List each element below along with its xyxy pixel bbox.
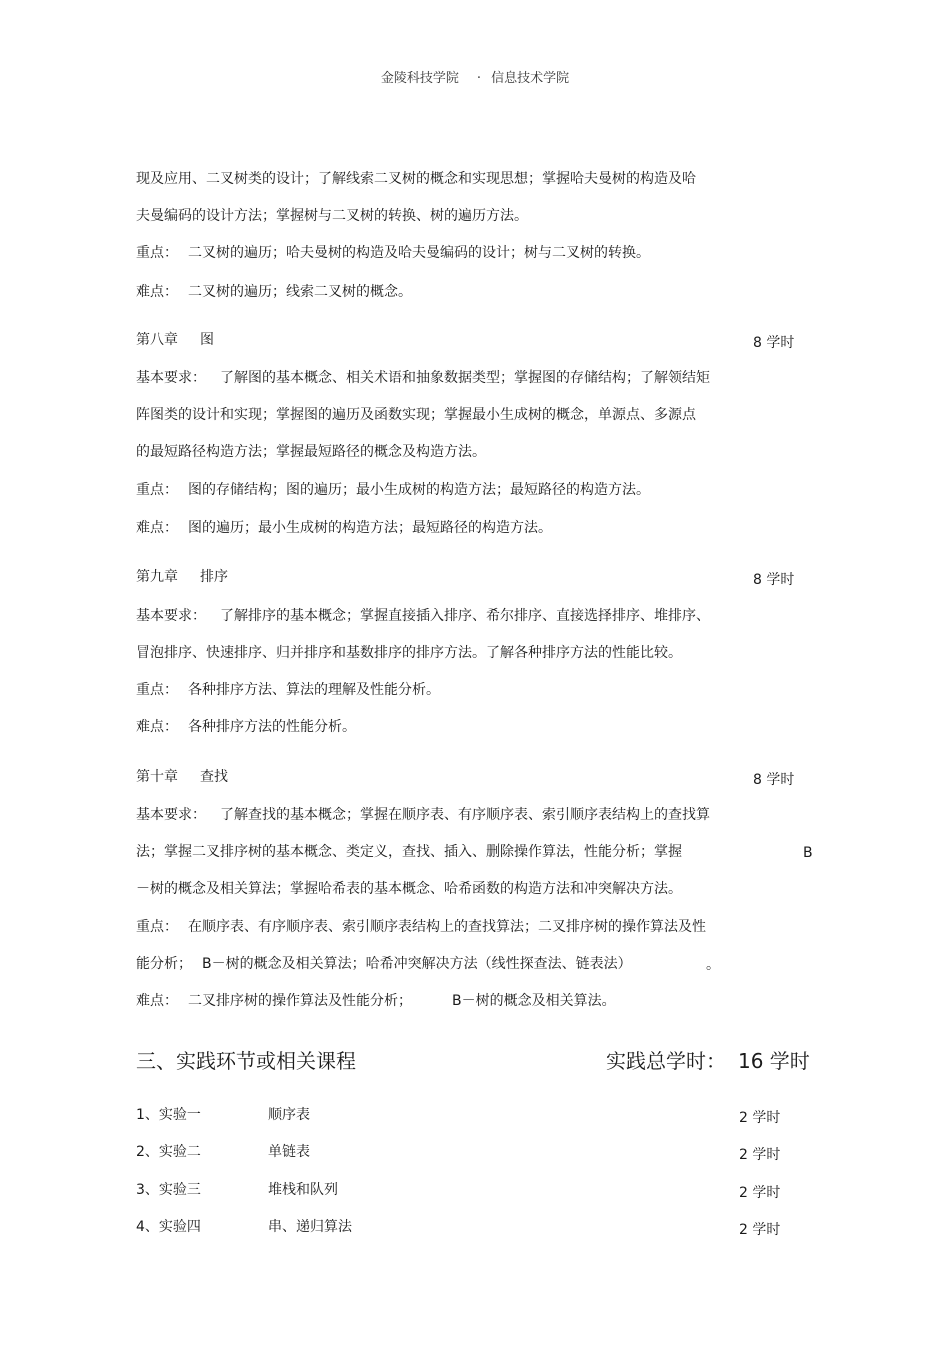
chapter-title: 查找 — [200, 769, 228, 785]
experiment-number: 2、实验二 — [136, 1144, 201, 1160]
ch10-key-points-end: 。 — [706, 957, 720, 973]
ch10-key-points — [136, 918, 706, 936]
ch10-difficulties — [136, 992, 616, 1010]
experiment-number: 3、实验三 — [136, 1182, 201, 1198]
ch9-key-points — [136, 681, 440, 699]
difficulty-text: 各种排序方法的性能分析。 — [188, 719, 356, 735]
difficulty-label: 难点： — [136, 520, 178, 536]
ch10-key-points-line2 — [136, 955, 632, 973]
key-text: 能分析； — [136, 956, 192, 972]
key-label: 重点： — [136, 245, 178, 261]
requirement-text: 了解排序的基本概念；掌握直接插入排序、希尔排序、直接选择排序、堆排序、 — [220, 608, 710, 624]
practice-section-title: 三、实践环节或相关课程 — [136, 1049, 356, 1073]
ch10-heading — [136, 768, 228, 786]
key-label: 重点： — [136, 482, 178, 498]
ch7-requirement-line: 夫曼编码的设计方法；掌握树与二叉树的转换、树的遍历方法。 — [136, 208, 528, 224]
difficulty-label: 难点： — [136, 993, 178, 1009]
chapter-title: 排序 — [200, 569, 228, 585]
experiment-name: 串、递归算法 — [268, 1219, 352, 1235]
experiment-number: 4、实验四 — [136, 1219, 201, 1235]
ch9-requirement-line: 冒泡排序、快速排序、归并排序和基数排序的排序方法。了解各种排序方法的性能比较。 — [136, 645, 682, 661]
header-separator: · — [476, 71, 482, 86]
requirement-text: 了解图的基本概念、相关术语和抽象数据类型；掌握图的存储结构；了解领结矩 — [220, 370, 710, 386]
experiment-hours: 2 学时 — [739, 1110, 781, 1126]
key-text: 二叉树的遍历；哈夫曼树的构造及哈夫曼编码的设计；树与二叉树的转换。 — [188, 245, 650, 261]
requirement-label: 基本要求： — [136, 807, 206, 823]
ch10-hours: 8 学时 — [753, 772, 795, 788]
practice-total — [606, 1045, 810, 1074]
key-text: 各种排序方法、算法的理解及性能分析。 — [188, 682, 440, 698]
experiment-number: 1、实验一 — [136, 1107, 201, 1123]
header-college: 金陵科技学院 — [380, 71, 459, 86]
ch9-difficulties — [136, 718, 356, 736]
requirement-label: 基本要求： — [136, 608, 206, 624]
experiment-name: 单链表 — [268, 1144, 310, 1160]
ch7-requirement-line: 现及应用、二叉树类的设计；了解线索二叉树的概念和实现思想；掌握哈夫曼树的构造及哈 — [136, 171, 696, 187]
ch7-difficulties — [136, 283, 412, 301]
ch10-requirement-line — [136, 806, 710, 824]
practice-total-value: 16 学时 — [738, 1049, 810, 1073]
difficulty-text: 二叉排序树的操作算法及性能分析； — [188, 993, 412, 1009]
ch9-hours: 8 学时 — [753, 572, 795, 588]
ch8-hours: 8 学时 — [753, 335, 795, 351]
ch8-requirement-line: 阵图类的设计和实现；掌握图的遍历及函数实现；掌握最小生成树的概念，单源点、多源点 — [136, 407, 696, 423]
page-header — [0, 67, 950, 86]
ch10-requirement-line: －树的概念及相关算法；掌握哈希表的基本概念、哈希函数的构造方法和冲突解决方法。 — [136, 881, 682, 897]
experiment-hours: 2 学时 — [739, 1185, 781, 1201]
ch7-key-points — [136, 244, 650, 262]
chapter-title: 图 — [200, 332, 214, 348]
key-label: 重点： — [136, 919, 178, 935]
key-text: 图的存储结构；图的遍历；最小生成树的构造方法；最短路径的构造方法。 — [188, 482, 650, 498]
difficulty-label: 难点： — [136, 719, 178, 735]
experiment-hours: 2 学时 — [739, 1222, 781, 1238]
chapter-number: 第八章 — [136, 332, 178, 348]
ch9-requirement-line — [136, 607, 710, 625]
practice-total-label: 实践总学时： — [606, 1049, 726, 1073]
ch8-key-points — [136, 481, 650, 499]
ch8-heading — [136, 331, 214, 349]
ch8-requirement-line: 的最短路径构造方法；掌握最短路径的概念及构造方法。 — [136, 444, 486, 460]
requirement-label: 基本要求： — [136, 370, 206, 386]
difficulty-text: 二叉树的遍历；线索二叉树的概念。 — [188, 284, 412, 300]
ch9-heading — [136, 568, 228, 586]
experiment-name: 顺序表 — [268, 1107, 310, 1123]
requirement-text: 了解查找的基本概念；掌握在顺序表、有序顺序表、索引顺序表结构上的查找算 — [220, 807, 710, 823]
difficulty-label: 难点： — [136, 284, 178, 300]
key-label: 重点： — [136, 682, 178, 698]
ch8-requirement-line — [136, 369, 710, 387]
chapter-number: 第十章 — [136, 769, 178, 785]
ch8-difficulties — [136, 519, 552, 537]
difficulty-text: 图的遍历；最小生成树的构造方法；最短路径的构造方法。 — [188, 520, 552, 536]
ch10-requirement-line: 法；掌握二叉排序树的基本概念、类定义，查找、插入、删除操作算法，性能分析；掌握 — [136, 844, 682, 860]
experiment-name: 堆栈和队列 — [268, 1182, 338, 1198]
difficulty-text-b: B－树的概念及相关算法。 — [452, 993, 616, 1009]
experiment-hours: 2 学时 — [739, 1147, 781, 1163]
key-text: 在顺序表、有序顺序表、索引顺序表结构上的查找算法；二叉排序树的操作算法及性 — [188, 919, 706, 935]
header-department: 信息技术学院 — [491, 71, 570, 86]
chapter-number: 第九章 — [136, 569, 178, 585]
key-text-b: B－树的概念及相关算法；哈希冲突解决方法（线性探查法、链表法） — [202, 956, 632, 972]
ch10-requirement-b-tail: B — [803, 845, 813, 861]
